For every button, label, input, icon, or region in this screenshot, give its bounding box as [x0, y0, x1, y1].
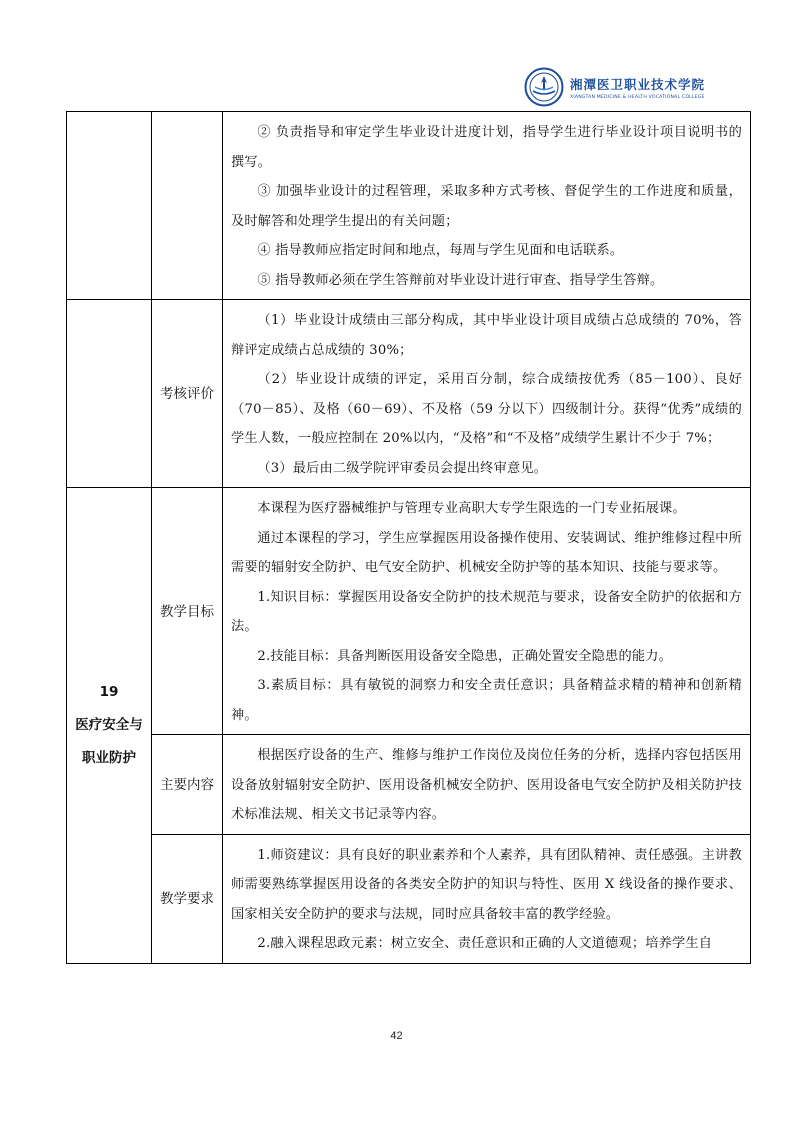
course-name-line1: 医疗安全与	[75, 716, 143, 733]
content-cell	[223, 112, 751, 300]
table-row	[67, 735, 751, 835]
label-cell	[152, 300, 223, 488]
paragraph: 1.师资建议：具有良好的职业素养和个人素养，具有团队精神、责任感强。主讲教师需要熟练掌握医用设备的各类安全防护的知识与特性、医用 X 线设备的操作要求、国家相关安全防护的要求与法规，同时应具备较丰富的教学经验。	[231, 847, 742, 922]
row-label: 教学目标	[160, 603, 214, 620]
college-name-cn: 湘潭医卫职业技术学院	[570, 76, 706, 92]
college-logo	[524, 66, 724, 108]
row-label: 主要内容	[160, 776, 214, 793]
content-cell	[223, 735, 751, 835]
empty-course-cell	[67, 112, 152, 300]
table-row	[67, 112, 751, 300]
table-row	[67, 488, 751, 735]
paragraph: 2.技能目标：具备判断医用设备安全隐患，正确处置安全隐患的能力。	[257, 648, 672, 664]
paragraph: ⑤ 指导教师必须在学生答辩前对毕业设计进行审查、指导学生答辩。	[257, 272, 664, 288]
paragraph: （1）毕业设计成绩由三部分构成，其中毕业设计项目成绩占总成绩的 70%，答辩评定成绩占总成绩的 30%；	[231, 313, 742, 358]
paragraph: 本课程为医疗器械维护与管理专业高职大专学生限选的一门专业拓展课。	[257, 501, 686, 516]
row-label: 教学要求	[160, 891, 214, 907]
college-emblem-icon	[524, 67, 564, 107]
label-cell	[152, 834, 223, 963]
paragraph: 3.素质目标：具有敏锐的洞察力和安全责任意识；具备精益求精的精神和创新精神。	[231, 678, 742, 723]
paragraph: ③ 加强毕业设计的过程管理，采取多种方式考核、督促学生的工作进度和质量，及时解答和处理学生提出的有关问题；	[231, 184, 742, 229]
paragraph: 2.融入课程思政元素：树立安全、责任意识和正确的人文道德观；培养学生自	[257, 936, 713, 951]
label-cell	[152, 488, 223, 735]
paragraph: （2）毕业设计成绩的评定，采用百分制，综合成绩按优秀（85－100）、良好（70－85）、及格（60－69）、不及格（59 分以下）四级制计分。获得“优秀”成绩的学生人数，一般应控制在 20%以内，“及格”和“不及格”成绩学生累计不少于 7%；	[231, 372, 742, 446]
empty-course-cell	[67, 300, 152, 488]
curriculum-table	[66, 111, 751, 964]
course-number: 19	[99, 683, 119, 700]
paragraph: ② 负责指导和审定学生毕业设计进度计划，指导学生进行毕业设计项目说明书的撰写。	[231, 125, 742, 170]
paragraph: 通过本课程的学习，学生应掌握医用设备操作使用、安装调试、维护维修过程中所需要的辐射安全防护、电气安全防护、机械安全防护等的基本知识、技能与要求等。	[231, 530, 742, 575]
label-cell	[152, 735, 223, 835]
row-label: 考核评价	[160, 386, 214, 402]
course-name-line2: 职业防护	[82, 749, 136, 766]
paragraph: ④ 指导教师应指定时间和地点，每周与学生见面和电话联系。	[257, 243, 624, 258]
paragraph: 1.知识目标：掌握医用设备安全防护的技术规范与要求，设备安全防护的依据和方法。	[231, 589, 742, 634]
content-cell	[223, 300, 751, 488]
course-cell	[67, 488, 152, 964]
page-number: 42	[390, 1030, 403, 1042]
content-cell	[223, 834, 751, 963]
paragraph: （3）最后由二级学院评审委员会提出终审意见。	[257, 460, 548, 476]
content-cell	[223, 488, 751, 735]
table-row	[67, 834, 751, 963]
paragraph: 根据医疗设备的生产、维修与维护工作岗位及岗位任务的分析，选择内容包括医用设备放射辐射安全防护、医用设备机械安全防护、医用设备电气安全防护及相关防护技术标准法规、相关文书记录等内容。	[231, 748, 742, 822]
college-name-en: XIANGTAN MEDICINE & HEALTH VOCATIONAL COLLEGE	[570, 94, 705, 100]
table-row	[67, 300, 751, 488]
empty-label-cell	[152, 112, 223, 300]
